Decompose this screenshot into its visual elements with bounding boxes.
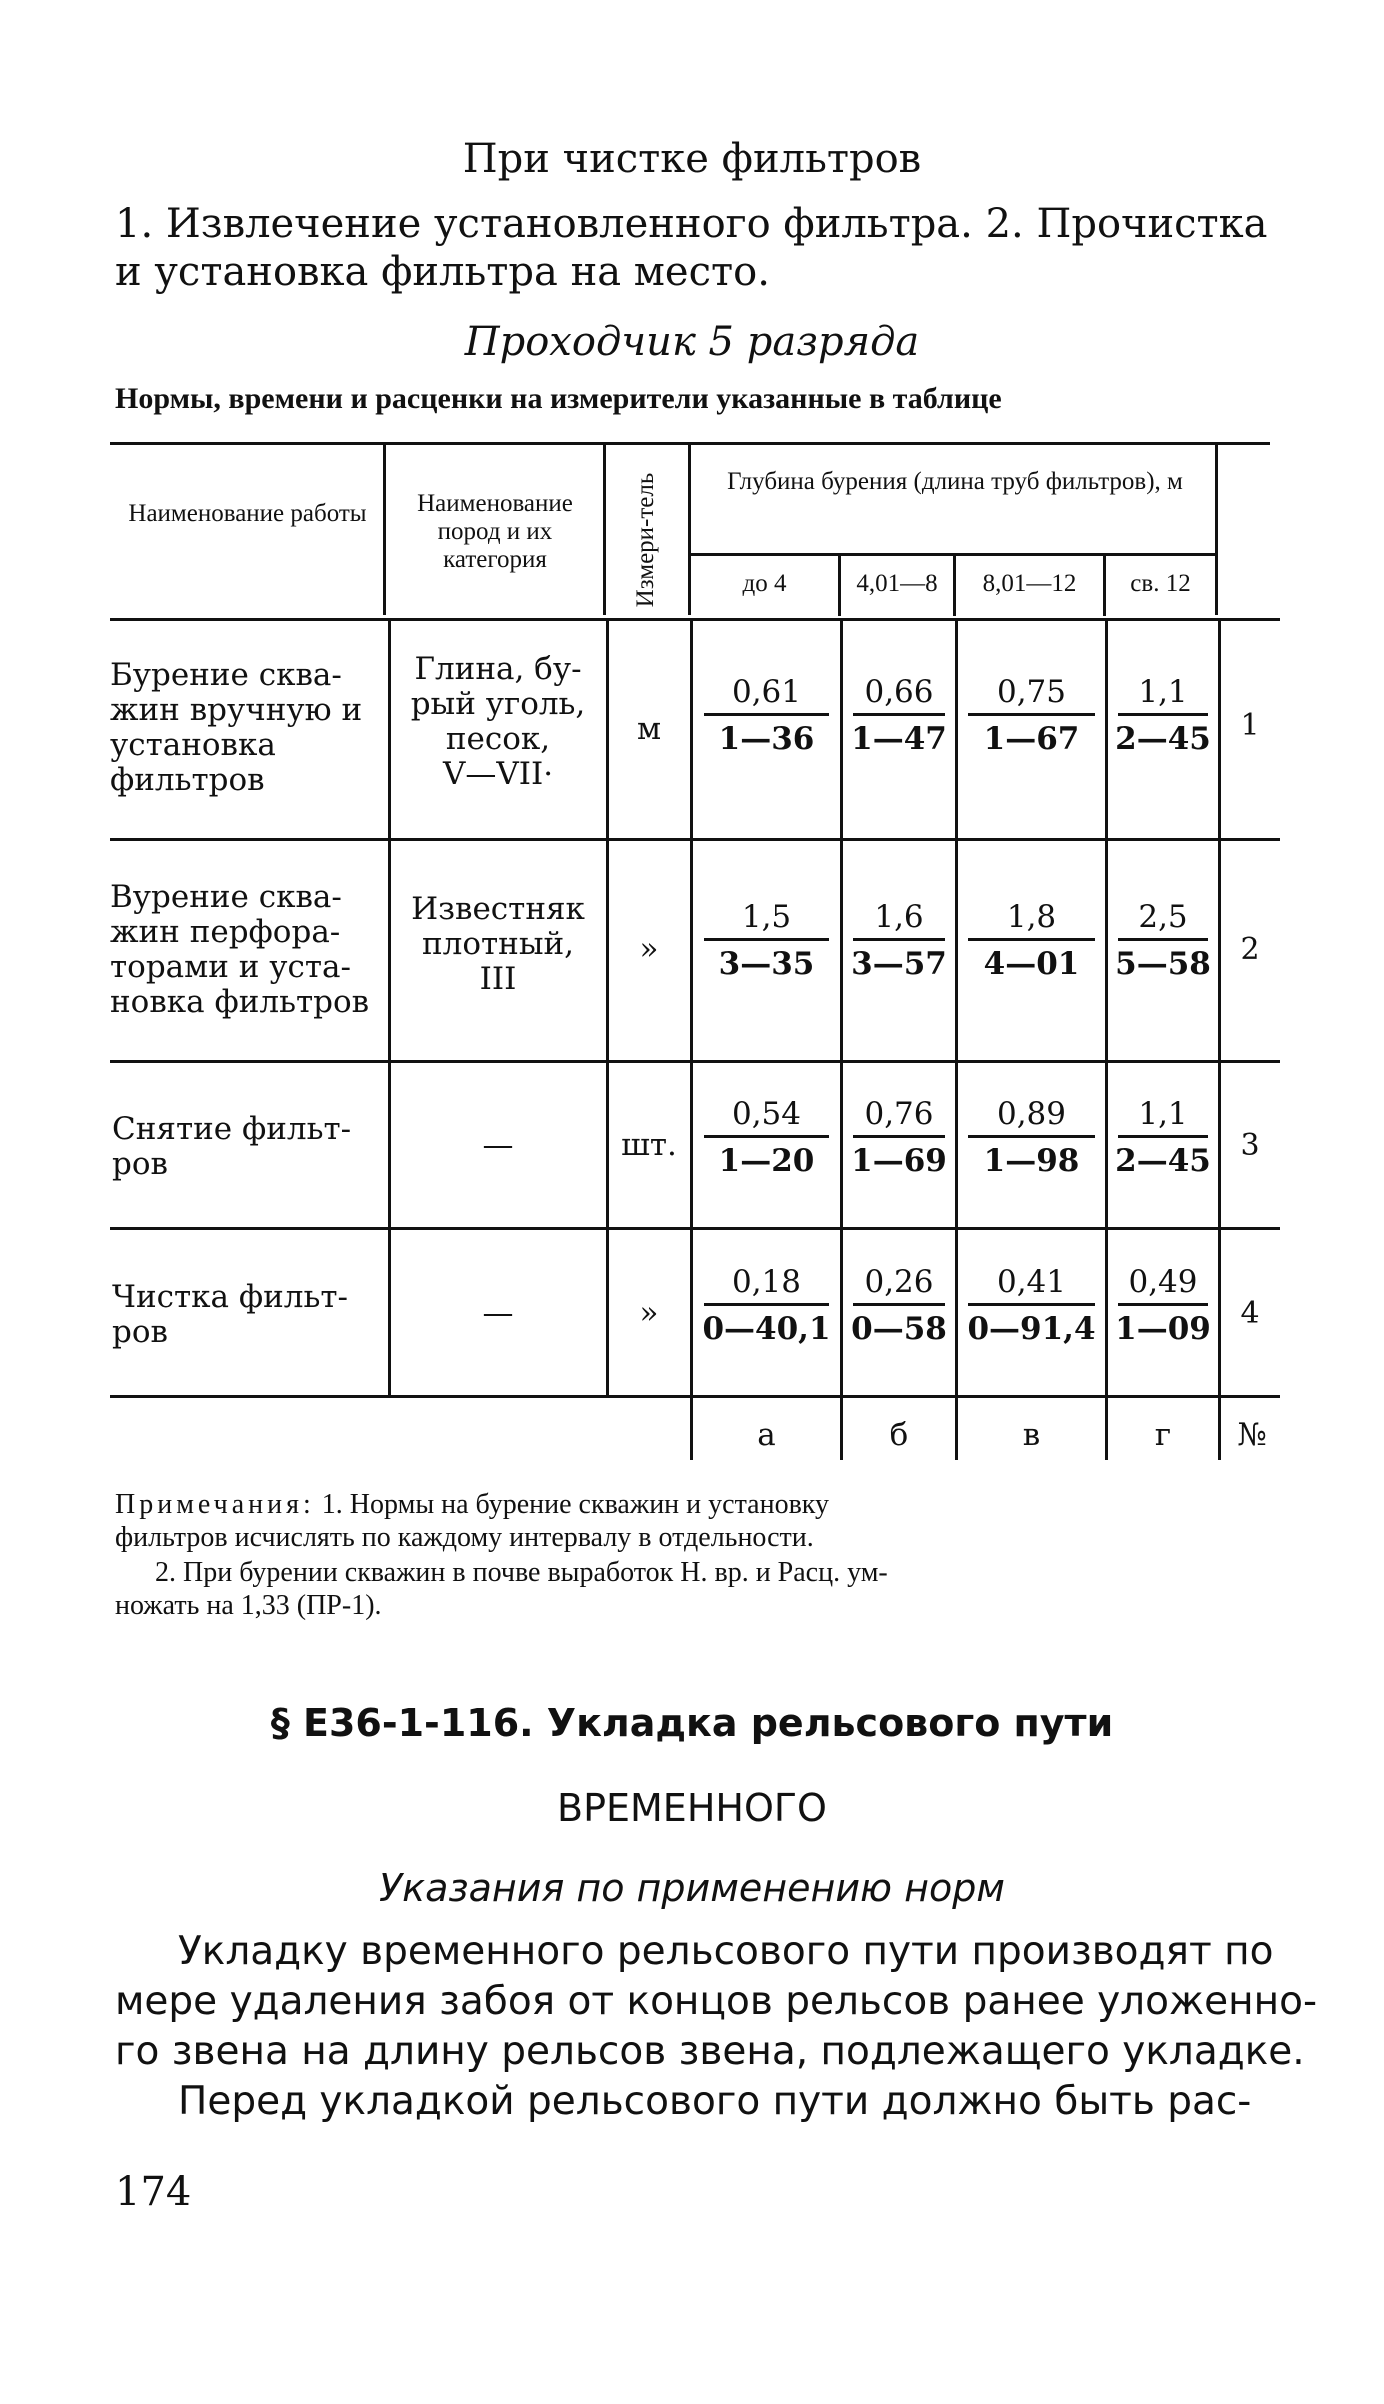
table-row-1-cell-a: 0,61 1—36 [694,675,839,756]
depth-range-4: св. 12 [1130,570,1191,597]
table-row-2-cell-b: 1,6 3—57 [851,899,947,982]
table-row-2-cell-c: 1,8 4—01 [958,900,1105,981]
col-header-rock: Наименование пород и их категория [417,490,573,573]
table-row-3-unit: шт. [621,1127,677,1163]
table-row-2-cell-a: 1,5 3—35 [694,900,839,981]
col-header-work: Наименование работы [128,500,367,527]
table-row-2-rock: Известняк плотный, III [411,891,585,997]
depth-range-3: 8,01—12 [982,570,1077,597]
table-row-3-cell-d: 1,1 2—45 [1115,1096,1211,1179]
notes-line-3: 2. При бурении скважин в почве выработок Н. вр. и Расц. ум- [155,1557,888,1588]
table-row-1-work: Бурение сква- жин вручную и установка фильтров [110,657,363,798]
col-letter-d: г [1154,1417,1172,1453]
section-subtitle: ВРЕМЕННОГО [557,1786,827,1830]
table-row-1-cell-d: 1,1 2—45 [1115,674,1211,757]
notes-line-2: фильтров исчислять по каждому интервалу в отдельности. [115,1522,814,1553]
col-header-depth: Глубина бурения (длина труб фильтров), м [727,468,1183,495]
steps-line-2: и установка фильтра на место. [115,249,770,295]
table-row-1-number: 1 [1240,708,1260,743]
table-row-4-cell-c: 0,41 0—91,4 [967,1264,1096,1347]
table-row-3-cell-c: 0,89 1—98 [958,1097,1105,1178]
body-line-3: го звена на длину рельсов звена, подлежащего укладке. [115,2029,1305,2074]
col-letter-a: а [757,1417,776,1453]
table-row-2-work: Вурение сква- жин перфора- торами и уста- новка фильтров [110,879,370,1020]
depth-range-1: до 4 [742,570,787,597]
table-row-1-rock: Глина, бу- рый уголь, песок, V—VII· [410,651,586,792]
table-row-1-cell-b: 0,66 1—47 [851,674,947,757]
table-row-2-number: 2 [1240,932,1260,967]
table-row-4-work: Чистка фильт- ров [112,1279,348,1350]
col-letter-b: б [889,1417,909,1453]
table-row-4-cell-d: 0,49 1—09 [1115,1264,1211,1347]
table-row-3-rock: — [482,1127,514,1163]
table-row-4-rock: — [482,1295,514,1331]
depth-range-2: 4,01—8 [856,570,938,597]
table-row-2-cell-d: 2,5 5—58 [1115,899,1211,982]
row-number-label: № [1237,1417,1267,1453]
table-row-3-work: Снятие фильт- ров [112,1111,352,1182]
table-row-4-cell-b: 0,26 0—58 [851,1264,947,1347]
heading-cleaning: При чистке фильтров [462,136,922,182]
table-row-3-cell-b: 0,76 1—69 [851,1096,947,1179]
col-letter-c: в [1022,1417,1041,1453]
col-header-unit: Измери-тель [632,472,659,608]
notes-line-1: Примечания: 1. Нормы на бурение скважин и установку [115,1489,829,1520]
steps-line-1: 1. Извлечение установленного фильтра. 2. Прочистка [115,201,1268,247]
table-row-4-number: 4 [1240,1296,1260,1331]
table-row-3-cell-a: 0,54 1—20 [694,1097,839,1178]
table-row-1-unit: м [636,711,662,747]
notes-line-4: ножать на 1,33 (ПР-1). [115,1590,382,1621]
table-caption: Нормы, времени и расценки на измерители указанные в таблице [115,382,1002,415]
table-row-3-number: 3 [1240,1128,1260,1163]
table-row-4-unit: » [639,1295,659,1331]
body-line-2: мере удаления забоя от концов рельсов ранее уложенно- [115,1979,1318,2024]
body-line-1: Укладку временного рельсового пути производят по [178,1929,1274,1974]
page-number: 174 [115,2169,192,2215]
section-title: § Е36-1-116. Укладка рельсового пути [270,1701,1114,1745]
table-row-1-cell-c: 0,75 1—67 [958,675,1105,756]
guidelines-heading: Указания по применению норм [379,1866,1005,1910]
table-row-2-unit: » [639,931,659,967]
table-row-4-cell-a: 0,18 0—40,1 [702,1264,831,1347]
worker-grade: Проходчик 5 разряда [464,319,920,365]
body-line-4: Перед укладкой рельсового пути должно быть рас- [178,2079,1252,2124]
